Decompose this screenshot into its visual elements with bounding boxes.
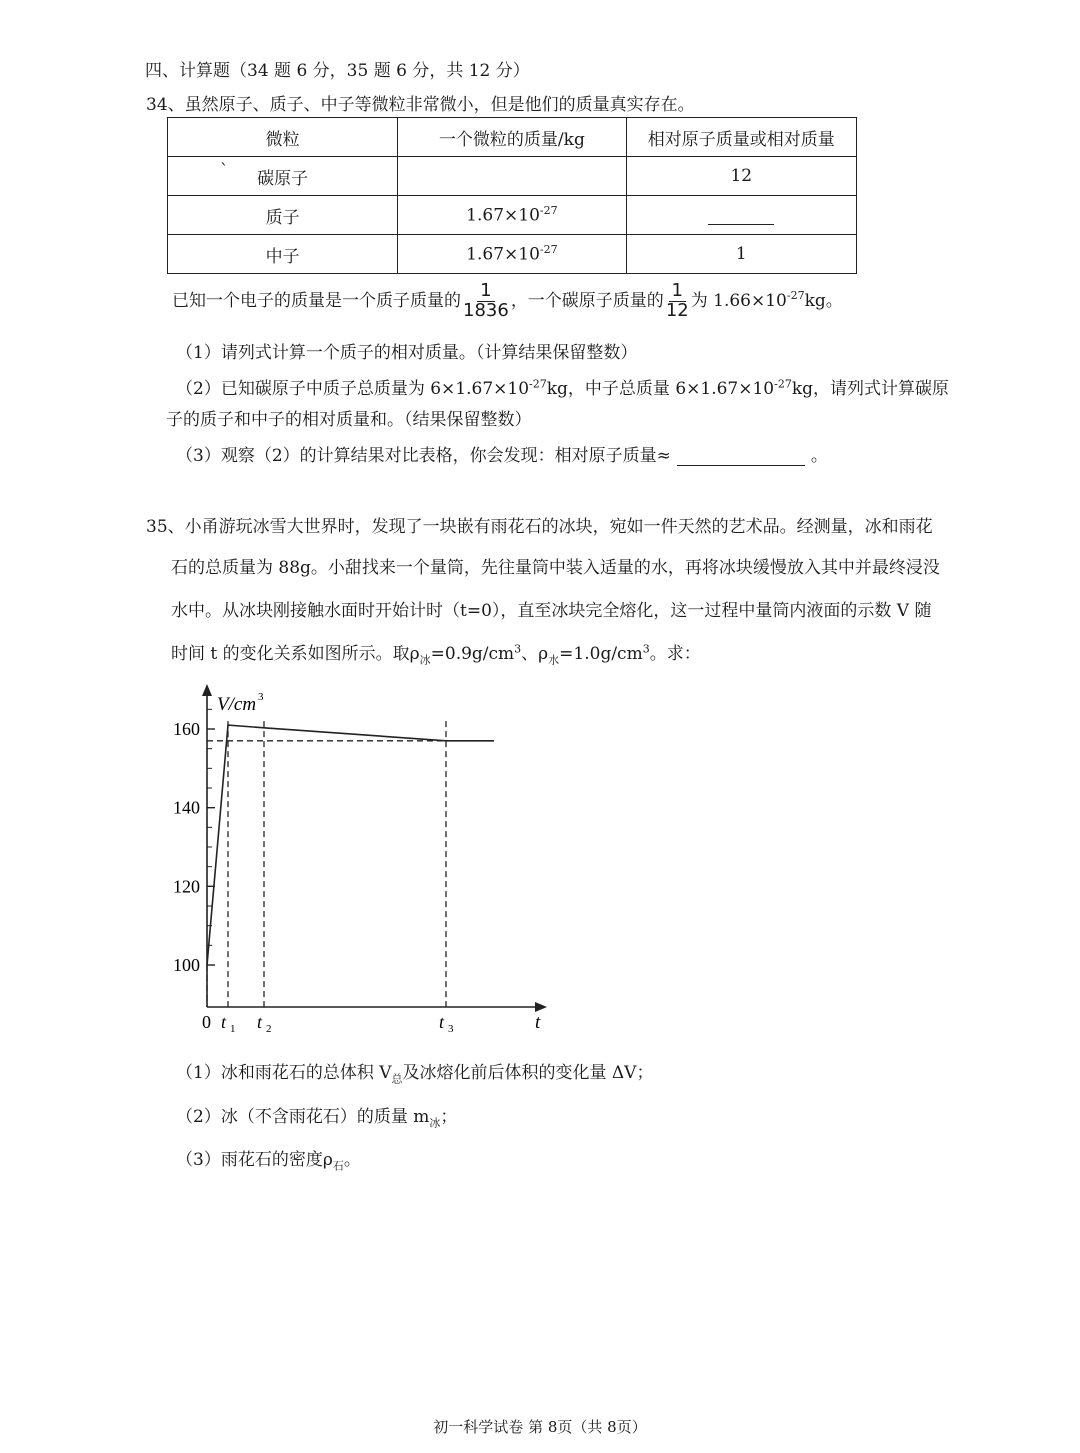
table-row [168, 235, 857, 274]
x-tick-sub: 3 [448, 1023, 454, 1035]
x-tick-label: t [439, 1012, 445, 1032]
x-axis-label: t [535, 1012, 541, 1033]
y-tick-label: 160 [173, 719, 200, 739]
question-35-line3: 水中。从冰块刚接触水面时开始计时（t=0），直至冰块完全熔化，这一过程中量筒内液面的示数 V 随 [171, 601, 932, 621]
y-axis-label-sup: 3 [258, 691, 264, 703]
q34-part-2: （2）已知碳原子中质子总质量为 $6\times 1.67\times 10^{-27}kg$，中子总质量 $6\times 1.67\times 10^{-27}kg$，请列式计算碳原 [176, 377, 950, 399]
section-title: 四、计算题（34 题 6 分，35 题 6 分，共 12 分） [145, 61, 530, 81]
page-footer: 初一科学试卷 第 8页（共 8页） [433, 1418, 647, 1436]
q34-part-2-line2: 子的质子和中子的相对质量和。（结果保留整数） [166, 410, 532, 430]
table-cell-particle: 质子 [168, 196, 398, 235]
table-row [168, 157, 857, 196]
question-35-line4: 时间 t 的变化关系如图所示。取$\rho_冰=0.9g/cm^3$、$\rho_水=1.0g/cm^3$。求： [171, 642, 701, 667]
y-axis-arrow [202, 684, 212, 696]
q35-part-3: （3）雨花石的密度$\rho_石$。 [176, 1150, 361, 1173]
answer-blank[interactable] [677, 447, 805, 466]
x-tick-sub: 2 [266, 1023, 272, 1035]
table-cell-relative [626, 196, 856, 235]
known-conditions: 已知一个电子的质量是一个质子质量的 $\frac{1}{1836}$ ，一个碳原子质量的 $\frac{1}{12}$ 为 $1.66\times 10^{-27}kg$。 [172, 280, 843, 321]
table-header: 相对原子质量或相对质量 [626, 118, 856, 157]
table-row [168, 196, 857, 235]
x-tick-sub: 1 [230, 1023, 236, 1035]
volume-curve [207, 725, 494, 965]
dashed-guides [207, 721, 446, 1007]
particle-name: 碳原子 [257, 168, 309, 189]
x-axis-arrow [535, 1002, 547, 1012]
table-cell-mass: $1.67\times 10^{-27}$ [398, 196, 626, 235]
y-tick-label: 140 [173, 797, 200, 818]
table-cell-particle [168, 157, 398, 196]
q35-part-2: （2）冰（不含雨花石）的质量 $m_冰$； [176, 1107, 458, 1130]
question-35-line1: 35、小甬游玩冰雪大世界时，发现了一块嵌有雨花石的冰块，宛如一件天然的艺术品。经测量，冰和雨花 [146, 517, 933, 537]
table-header: 微粒 [168, 118, 398, 157]
fraction-1-1836: $\frac{1}{1836}$ [463, 280, 509, 321]
y-tick-label: 100 [173, 955, 200, 975]
question-34-stem: 34、虽然原子、质子、中子等微粒非常微小，但是他们的质量真实存在。 [146, 95, 695, 115]
volume-time-chart [165, 680, 565, 1040]
table-cell-relative: 1 [626, 235, 856, 274]
x-tick-label: t [257, 1012, 263, 1032]
q34-part-3: （3）观察（2）的计算结果对比表格，你会发现：相对原子质量≈ 。 [176, 446, 828, 466]
q34-part-1: （1）请列式计算一个质子的相对质量。（计算结果保留整数） [176, 343, 638, 363]
y-ticks [173, 709, 215, 975]
y-axis-label: V/cm [217, 694, 257, 715]
table-cell-relative: 12 [626, 157, 856, 196]
q35-part-1: （1）冰和雨花石的总体积 $V_总$及冰熔化前后体积的变化量 ΔV； [176, 1063, 654, 1086]
x-ticks [221, 1012, 454, 1035]
table-header-row [168, 118, 857, 157]
question-35-line2: 石的总质量为 88g。小甜找来一个量筒，先往量筒中装入适量的水，再将冰块缓慢放入其中并最终浸没 [171, 558, 940, 578]
y-tick-label: 120 [173, 876, 200, 897]
table-cell-mass [398, 157, 626, 196]
table-cell-particle: 中子 [168, 235, 398, 274]
table-cell-mass: $1.67\times 10^{-27}$ [398, 235, 626, 274]
table-header: 一个微粒的质量/kg [398, 118, 626, 157]
particle-table [167, 117, 857, 274]
answer-blank[interactable] [708, 206, 774, 225]
stray-mark: ` [220, 161, 229, 181]
origin-label: 0 [202, 1012, 211, 1032]
x-tick-label: t [221, 1012, 227, 1032]
fraction-1-12: $\frac{1}{12}$ [665, 280, 689, 321]
